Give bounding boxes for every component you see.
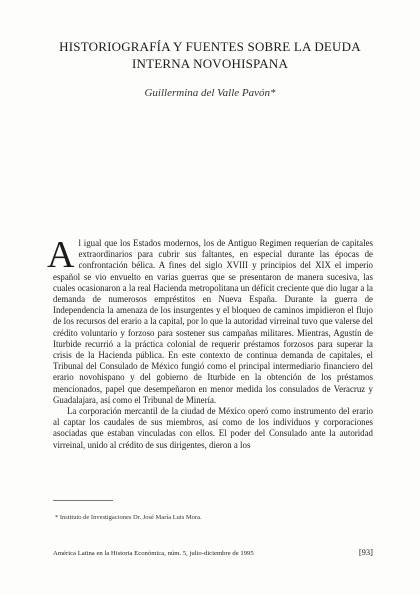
article-body — [47, 234, 373, 451]
footnote: * Instituto de Investigaciones Dr. José María Luis Mora. — [55, 514, 202, 521]
paragraph-1 — [47, 234, 373, 406]
page-footer — [53, 547, 373, 557]
page-number: [93] — [358, 547, 373, 557]
drop-cap: A — [47, 234, 75, 276]
title-line-2: INTERNA NOVOHISPANA — [131, 56, 289, 71]
paragraph-2: La corporación mercantil de la ciudad de México operó como instrumento del erario al captar los caudales de sus miembros, así como de los individuos y corporaciones asociadas que estaban vinculadas con ellos. El poder del Consulado ante la autoridad virreinal, unido al crédito de sus dirigentes, dieron a los — [53, 406, 373, 450]
article-title — [40, 38, 380, 72]
title-line-1: HISTORIOGRAFÍA Y FUENTES SOBRE LA DEUDA — [59, 39, 361, 54]
paragraph-1-text: l igual que los Estados modernos, los de Antiguo Regimen requerían de capitales extraordinarios para cubrir sus faltantes, en especial durante las épocas de confrontación bélica. A fines del siglo XVIII y principios del XIX el imperio español se vio envuelto en varias guerras que se presentaron de manera sucesiva, las cuales ocasionaron a la real Hacienda metropolitana un déficit creciente que dio lugar a la demanda de numerosos empréstitos en Nueva España. Durante la guerra de Independencia la amenaza de los insurgentes y el bloqueo de caminos impidieron el flujo de los recursos del erario a la capital, por lo que la autoridad virreinal tuvo que valerse del crédito voluntario y forzoso para sostener sus campañas militares. Mientras, Agustín de Iturbide recurrió a la práctica colonial de requerir préstamos forzosos para superar la crisis de la Hacienda pública. En este contexto de continua demanda de capitales, el Tribunal del Consulado de México fungió como el principal intermediario financiero del erario novohispano y del gobierno de Iturbide en la obtención de los préstamos mencionados, papel que desempeñaron en menor medida los consulados de Veracruz y Guadalajara, así como el Tribunal de Minería. — [53, 238, 373, 405]
footnote-divider — [53, 500, 113, 501]
author-name: Guillermina del Valle Pavón* — [144, 87, 276, 99]
journal-citation: América Latina en la Historia Económica, núm. 5, julio-diciembre de 1995 — [53, 550, 254, 557]
